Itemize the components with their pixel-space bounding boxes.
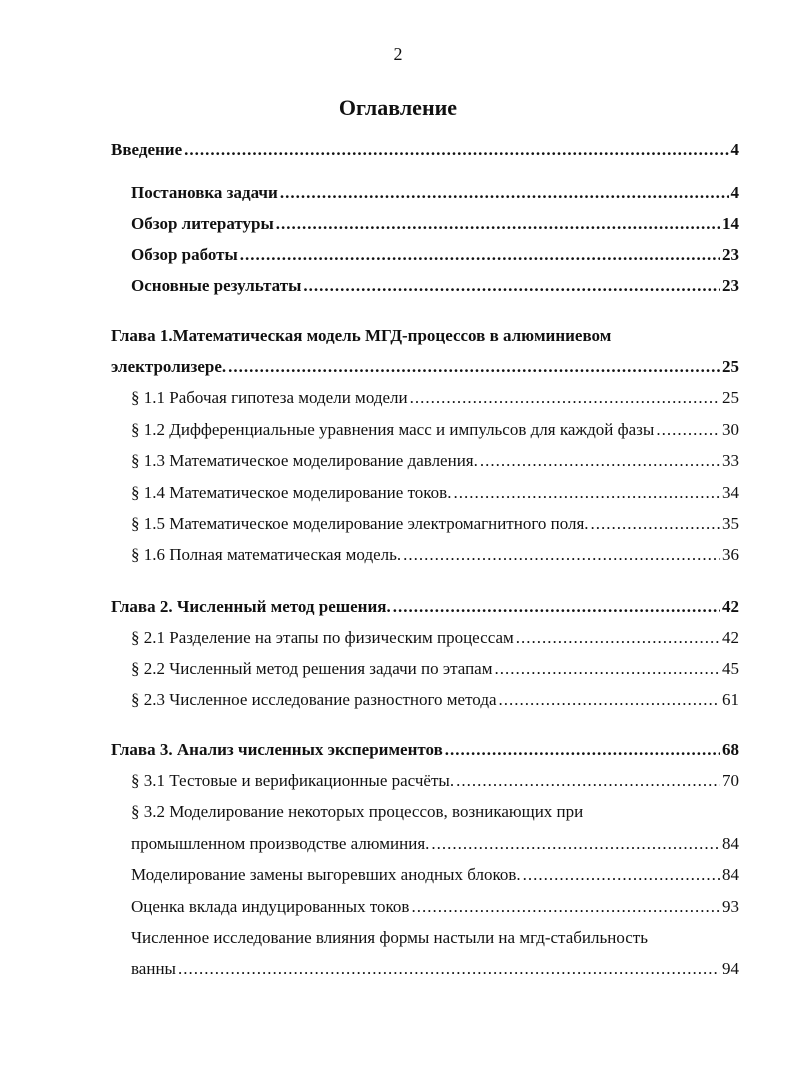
leader-dots: [393, 597, 720, 617]
leader-dots: [445, 740, 720, 760]
leader-dots: [184, 140, 728, 160]
toc-entry-page: 42: [722, 597, 739, 616]
toc-entry-problem-statement[interactable]: [131, 183, 739, 205]
toc-entry-1-1[interactable]: [131, 388, 739, 410]
toc-entry-page: 70: [722, 771, 739, 790]
toc-title: Оглавление: [338, 95, 458, 120]
toc-entry-induced-currents[interactable]: [131, 897, 739, 919]
toc-entry-label: § 1.2 Дифференциальные уравнения масс и импульсов для каждой фазы: [131, 420, 655, 439]
toc-entry-page: 42: [722, 628, 739, 647]
toc-entry-page: 94: [722, 959, 739, 978]
leader-dots: [480, 451, 720, 471]
toc-entry-chapter-1[interactable]: [111, 357, 739, 379]
toc-entry-label: промышленном производстве алюминия.: [131, 834, 430, 853]
toc-entry-introduction[interactable]: [111, 140, 739, 162]
toc-entry-page: 25: [722, 388, 739, 407]
toc-entry-label: Моделирование замены выгоревших анодных блоков.: [131, 865, 521, 884]
toc-entry-page: 68: [722, 740, 739, 759]
toc-entry-label: § 3.1 Тестовые и верификационные расчёты.: [131, 771, 455, 790]
leader-dots: [494, 659, 720, 679]
toc-entry-page: 35: [722, 514, 739, 533]
leader-dots: [411, 897, 720, 917]
toc-entry-literature-review[interactable]: [131, 214, 739, 236]
leader-dots: [523, 865, 720, 885]
toc-entry-page: 23: [722, 276, 739, 295]
toc-entry-page: 84: [722, 865, 739, 884]
toc-entry-page: 36: [722, 545, 739, 564]
toc-entry-label: § 2.1 Разделение на этапы по физическим процессам: [131, 628, 514, 647]
toc-entry-label: § 1.5 Математическое моделирование электромагнитного поля.: [131, 514, 589, 533]
leader-dots: [228, 357, 720, 377]
toc-entry-page: 14: [722, 214, 739, 233]
toc-entry-main-results[interactable]: [131, 276, 739, 298]
toc-entry-page: 23: [722, 245, 739, 264]
toc-entry-ledge-shape[interactable]: [131, 959, 739, 981]
toc-entry-label: Глава 3. Анализ численных экспериментов: [111, 740, 443, 759]
toc-entry-label: Обзор работы: [131, 245, 238, 264]
leader-dots: [656, 420, 720, 440]
toc-entry-label: Обзор литературы: [131, 214, 274, 233]
toc-entry-page: 34: [722, 483, 739, 502]
toc-entry-label: Оценка вклада индуцированных токов: [131, 897, 410, 916]
leader-dots: [276, 214, 720, 234]
toc-entry-page: 4: [730, 183, 739, 202]
toc-entry-label: Основные результаты: [131, 276, 302, 295]
leader-dots: [591, 514, 720, 534]
toc-entry-page: 61: [722, 690, 739, 709]
toc-entry-2-3[interactable]: [131, 690, 739, 712]
toc-entry-1-5[interactable]: [131, 514, 739, 536]
toc-entry-label: Постановка задачи: [131, 183, 278, 202]
leader-dots: [516, 628, 720, 648]
toc-entry-label: § 1.4 Математическое моделирование токов.: [131, 483, 452, 502]
toc-entry-3-2-line1: § 3.2 Моделирование некоторых процессов, возникающих при: [131, 802, 584, 821]
toc-entry-label: § 1.3 Математическое моделирование давления.: [131, 451, 478, 470]
toc-entry-page: 93: [722, 897, 739, 916]
toc-entry-label: § 1.6 Полная математическая модель.: [131, 545, 402, 564]
toc-chapter-1-title-line1: Глава 1.Математическая модель МГД-процессов в алюминиевом: [111, 326, 612, 345]
toc-entry-chapter-3[interactable]: [111, 740, 739, 762]
toc-entry-label: § 1.1 Рабочая гипотеза модели модели: [131, 388, 408, 407]
toc-entry-label: Введение: [111, 140, 183, 159]
toc-entry-label: § 2.2 Численный метод решения задачи по этапам: [131, 659, 493, 678]
toc-entry-1-4[interactable]: [131, 483, 739, 505]
toc-entry-label: электролизере.: [111, 357, 227, 376]
toc-entry-label: Глава 2. Численный метод решения.: [111, 597, 391, 616]
toc-entry-2-1[interactable]: [131, 628, 739, 650]
toc-entry-page: 45: [722, 659, 739, 678]
leader-dots: [410, 388, 720, 408]
toc-entry-anode-replacement[interactable]: [131, 865, 739, 887]
toc-entry-work-overview[interactable]: [131, 245, 739, 267]
toc-entry-3-1[interactable]: [131, 771, 739, 793]
toc-entry-page: 84: [722, 834, 739, 853]
toc-entry-1-6[interactable]: [131, 545, 739, 567]
toc-entry-page: 25: [722, 357, 739, 376]
leader-dots: [280, 183, 729, 203]
toc-entry-1-2[interactable]: [131, 420, 739, 442]
toc-entry-page: 33: [722, 451, 739, 470]
toc-entry-chapter-2[interactable]: [111, 597, 739, 619]
page-number: 2: [393, 44, 403, 64]
toc-entry-ledge-shape-line1: Численное исследование влияния формы настыли на мгд-стабильность: [131, 928, 648, 947]
leader-dots: [453, 483, 720, 503]
toc-entry-1-3[interactable]: [131, 451, 739, 473]
toc-entry-page: 30: [722, 420, 739, 439]
leader-dots: [403, 545, 720, 565]
toc-entry-3-2[interactable]: [131, 834, 739, 856]
toc-entry-page: 4: [730, 140, 739, 159]
leader-dots: [456, 771, 720, 791]
toc-entry-label: § 2.3 Численное исследование разностного метода: [131, 690, 497, 709]
leader-dots: [303, 276, 720, 296]
leader-dots: [499, 690, 720, 710]
leader-dots: [240, 245, 720, 265]
leader-dots: [431, 834, 720, 854]
toc-entry-label: ванны: [131, 959, 176, 978]
toc-entry-2-2[interactable]: [131, 659, 739, 681]
leader-dots: [178, 959, 720, 979]
